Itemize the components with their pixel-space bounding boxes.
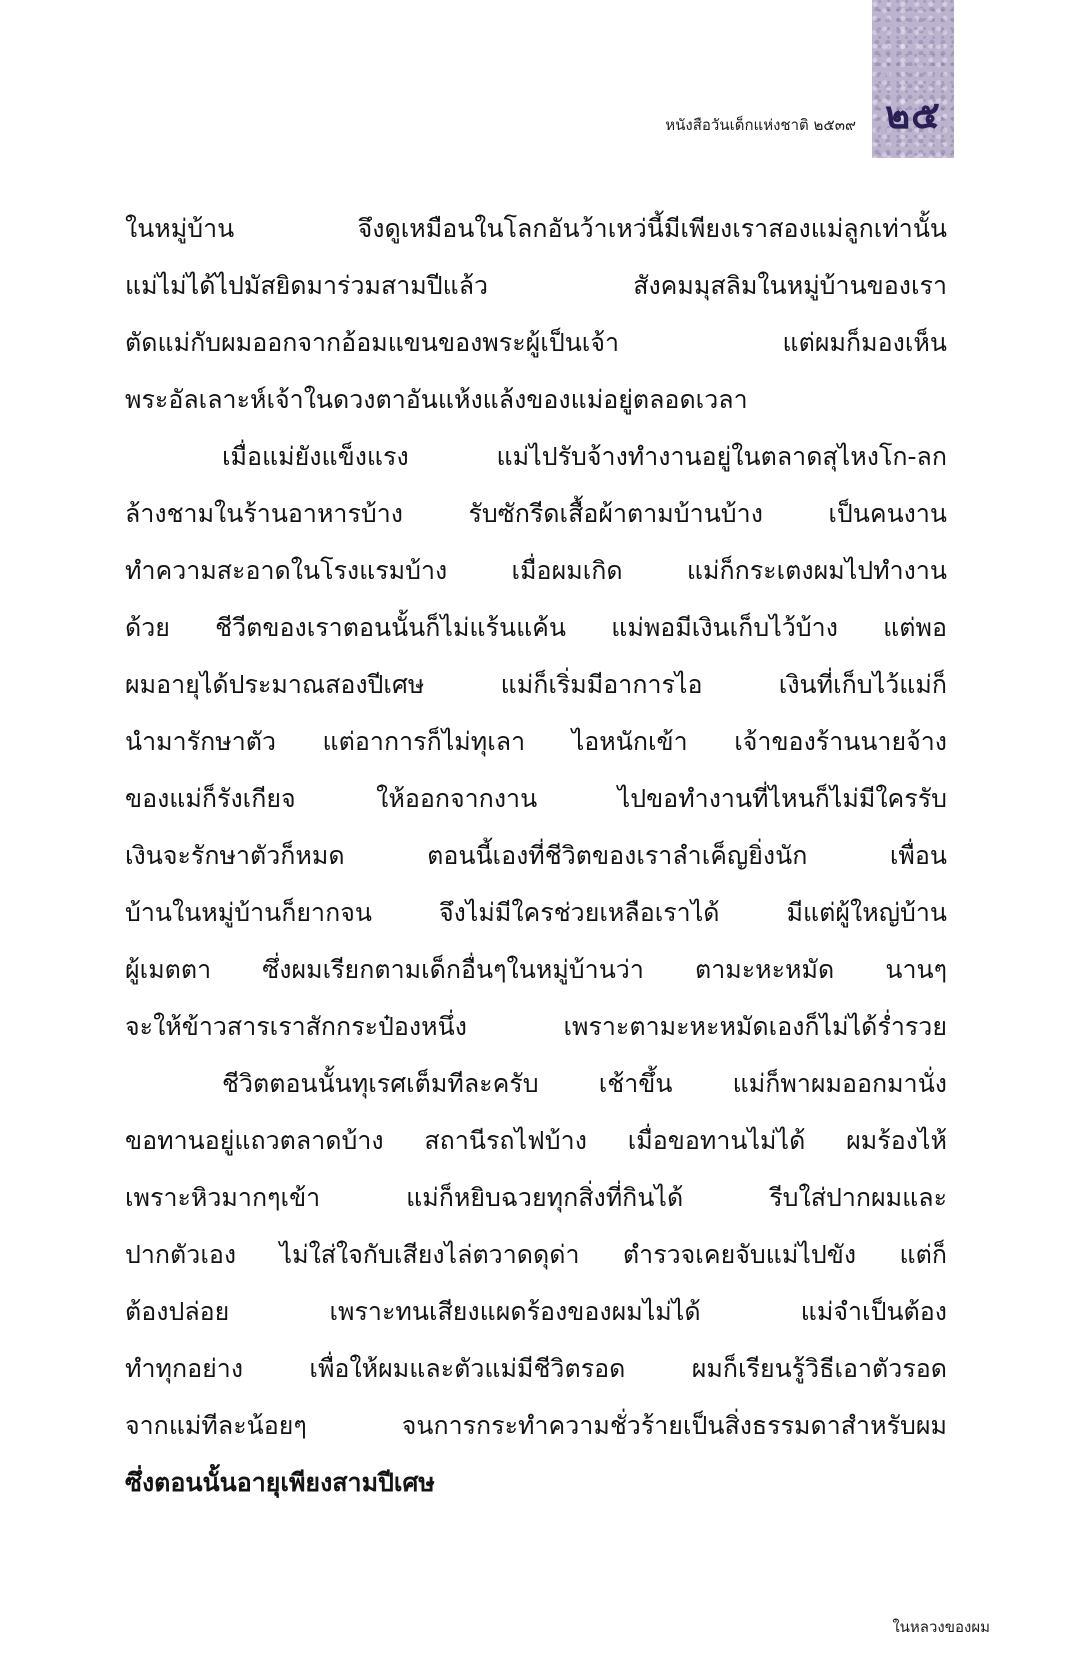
text-line: เงินจะรักษาตัวก็หมด ตอนนี้เองที่ชีวิตของเราลำเค็ญยิ่งนัก เพื่อน [125, 841, 947, 870]
text-line: จะให้ข้าวสารเราสักกระป๋องหนึ่ง เพราะตามะหะหมัดเองก็ไม่ได้ร่ำรวย [125, 1012, 947, 1041]
text-line: นำมารักษาตัว แต่อาการก็ไม่ทุเลา ไอหนักเข้า เจ้าของร้านนายจ้าง [125, 727, 947, 756]
text-line: แม่ไม่ได้ไปมัสยิดมาร่วมสามปีแล้ว สังคมมุสลิมในหมู่บ้านของเรา [125, 271, 947, 300]
text-line: ล้างชามในร้านอาหารบ้าง รับซักรีดเสื้อผ้าตามบ้านบ้าง เป็นคนงาน [125, 499, 947, 528]
body-text [125, 200, 947, 1511]
text-line: ตัดแม่กับผมออกจากอ้อมแขนของพระผู้เป็นเจ้า แต่ผมก็มองเห็น [125, 328, 947, 357]
text-line: ขอทานอยู่แถวตลาดบ้าง สถานีรถไฟบ้าง เมื่อขอทานไม่ได้ ผมร้องไห้ [125, 1126, 947, 1155]
text-line: เพราะหิวมากๆเข้า แม่ก็หยิบฉวยทุกสิ่งที่กินได้ รีบใส่ปากผมและ [125, 1183, 947, 1212]
text-line: ด้วย ชีวีตของเราตอนนั้นก็ไม่แร้นแค้น แม่พอมีเงินเก็บไว้บ้าง แต่พอ [125, 613, 947, 642]
text-line: ต้องปล่อย เพราะทนเสียงแผดร้องของผมไม่ได้ แม่จำเป็นต้อง [125, 1297, 947, 1326]
page-number: ๒๕ [885, 93, 941, 137]
running-foot: ในหลวงของผม [892, 1618, 990, 1636]
text-line: บ้านในหมู่บ้านก็ยากจน จึงไม่มีใครช่วยเหลือเราได้ มีแต่ผู้ใหญ่บ้าน [125, 898, 947, 927]
text-line: ผมอายุได้ประมาณสองปีเศษ แม่ก็เริ่มมีอาการไอ เงินที่เก็บไว้แม่ก็ [125, 670, 947, 699]
text-line: ผู้เมตตา ซึ่งผมเรียกตามเด็กอื่นๆในหมู่บ้านว่า ตามะหะหมัด นานๆ [125, 955, 947, 984]
text-line: ทำทุกอย่าง เพื่อให้ผมและตัวแม่มีชีวิตรอด ผมก็เรียนรู้วิธีเอาตัวรอด [125, 1354, 947, 1383]
text-line: เมื่อแม่ยังแข็งแรง แม่ไปรับจ้างทำงานอยู่ในตลาดสุไหงโก-ลก [222, 442, 947, 471]
text-line: พระอัลเลาะห์เจ้าในดวงตาอันแห้งแล้งของแม่อยู่ตลอดเวลา [125, 385, 748, 414]
text-line: ปากตัวเอง ไม่ใส่ใจกับเสียงไล่ตวาดดุด่า ตำรวจเคยจับแม่ไปขัง แต่ก็ [125, 1240, 947, 1269]
text-line: ชีวิตตอนนั้นทุเรศเต็มทีละครับ เช้าขึ้น แม่ก็พาผมออกมานั่ง [222, 1069, 947, 1098]
text-line: จากแม่ทีละน้อยๆ จนการกระทำความชั่วร้ายเป็นสิ่งธรรมดาสำหรับผม [125, 1411, 947, 1440]
running-head: หนังสือวันเด็กแห่งชาติ ๒๕๓๙ [665, 116, 856, 134]
text-line: ทำความสะอาดในโรงแรมบ้าง เมื่อผมเกิด แม่ก็กระเตงผมไปทำงาน [125, 556, 947, 585]
text-line: ของแม่ก็รังเกียจ ให้ออกจากงาน ไปขอทำงานที่ไหนก็ไม่มีใครรับ [125, 784, 947, 813]
text-line: ในหมู่บ้าน จึงดูเหมือนในโลกอันว้าเหว่นี้มีเพียงเราสองแม่ลูกเท่านั้น [125, 214, 947, 243]
text-line: ซึ่งตอนนั้นอายุเพียงสามปีเศษ [125, 1468, 435, 1497]
